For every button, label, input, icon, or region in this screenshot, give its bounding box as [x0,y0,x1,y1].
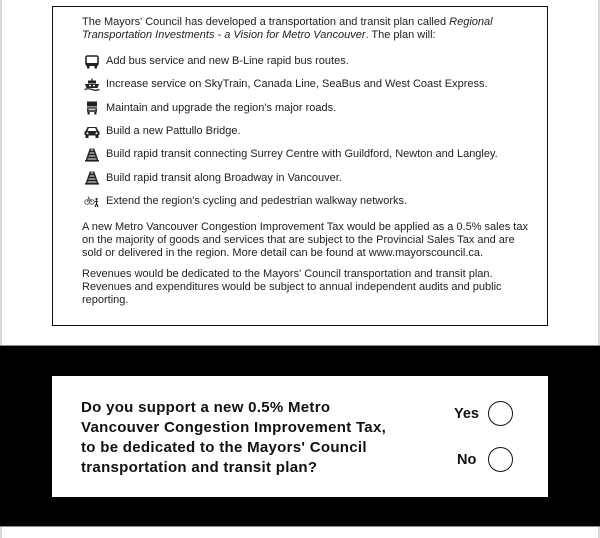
no-radio[interactable] [488,447,513,472]
plan-item-cycling [82,190,533,213]
plan-item-bus [82,50,533,73]
ballot-question-box [52,376,548,497]
option-no[interactable] [457,447,513,472]
option-no-label: No [457,451,477,468]
plan-item-roads [82,97,533,120]
plan-list [82,50,533,213]
bus-icon [82,55,102,69]
plan-info-box [52,6,548,326]
plan-item-text: Extend the region's cycling and pedestrian walkway networks. [106,194,408,207]
intro-prefix: The Mayors' Council has developed a transportation and transit plan called [82,16,450,28]
plan-item-text: Maintain and upgrade the region's major roads. [106,101,337,114]
plan-item-text: Add bus service and new B-Line rapid bus routes. [106,55,349,68]
intro-suffix: . The plan will: [365,29,436,41]
intro-paragraph [82,16,533,42]
plan-item-surrey-transit [82,143,533,166]
plan-item-text: Build rapid transit connecting Surrey Centre with Guildford, Newton and Langley. [106,148,498,161]
revenue-paragraph: Revenues would be dedicated to the Mayors' Council transportation and transit plan. Revenues and expenditures would be subject to annual independent audits and public reporting. [82,268,502,307]
plan-item-text: Build a new Pattullo Bridge. [106,125,241,138]
plan-name: Regional Transportation Investments - a Vision for Metro Vancouver [82,16,493,41]
truck-icon [82,101,102,115]
plan-item-text: Build rapid transit along Broadway in Vancouver. [106,171,342,184]
car-icon [82,125,102,139]
plan-item-broadway-transit [82,166,533,189]
rail-track-icon [82,148,102,162]
plan-item-bridge [82,120,533,143]
option-yes-label: Yes [454,405,479,422]
plan-item-skytrain [82,73,533,96]
plan-item-text: Increase service on SkyTrain, Canada Line, SeaBus and West Coast Express. [106,78,488,91]
tax-paragraph: A new Metro Vancouver Congestion Improvement Tax would be applied as a 0.5% sales tax on the majority of goods and services that are subject to the Provincial Sales Tax and are sold or delivered in the region. More detail can be found at www.mayorscouncil.ca. [82,221,528,260]
option-yes[interactable] [454,401,513,426]
ferry-train-icon [82,78,102,92]
yes-radio[interactable] [488,401,513,426]
ballot-question: Do you support a new 0.5% Metro Vancouver Congestion Improvement Tax, to be dedicated to the Mayors' Council transportation and transit plan? [81,399,387,476]
rail-track-icon [82,171,102,185]
bike-pedestrian-icon [82,194,102,208]
